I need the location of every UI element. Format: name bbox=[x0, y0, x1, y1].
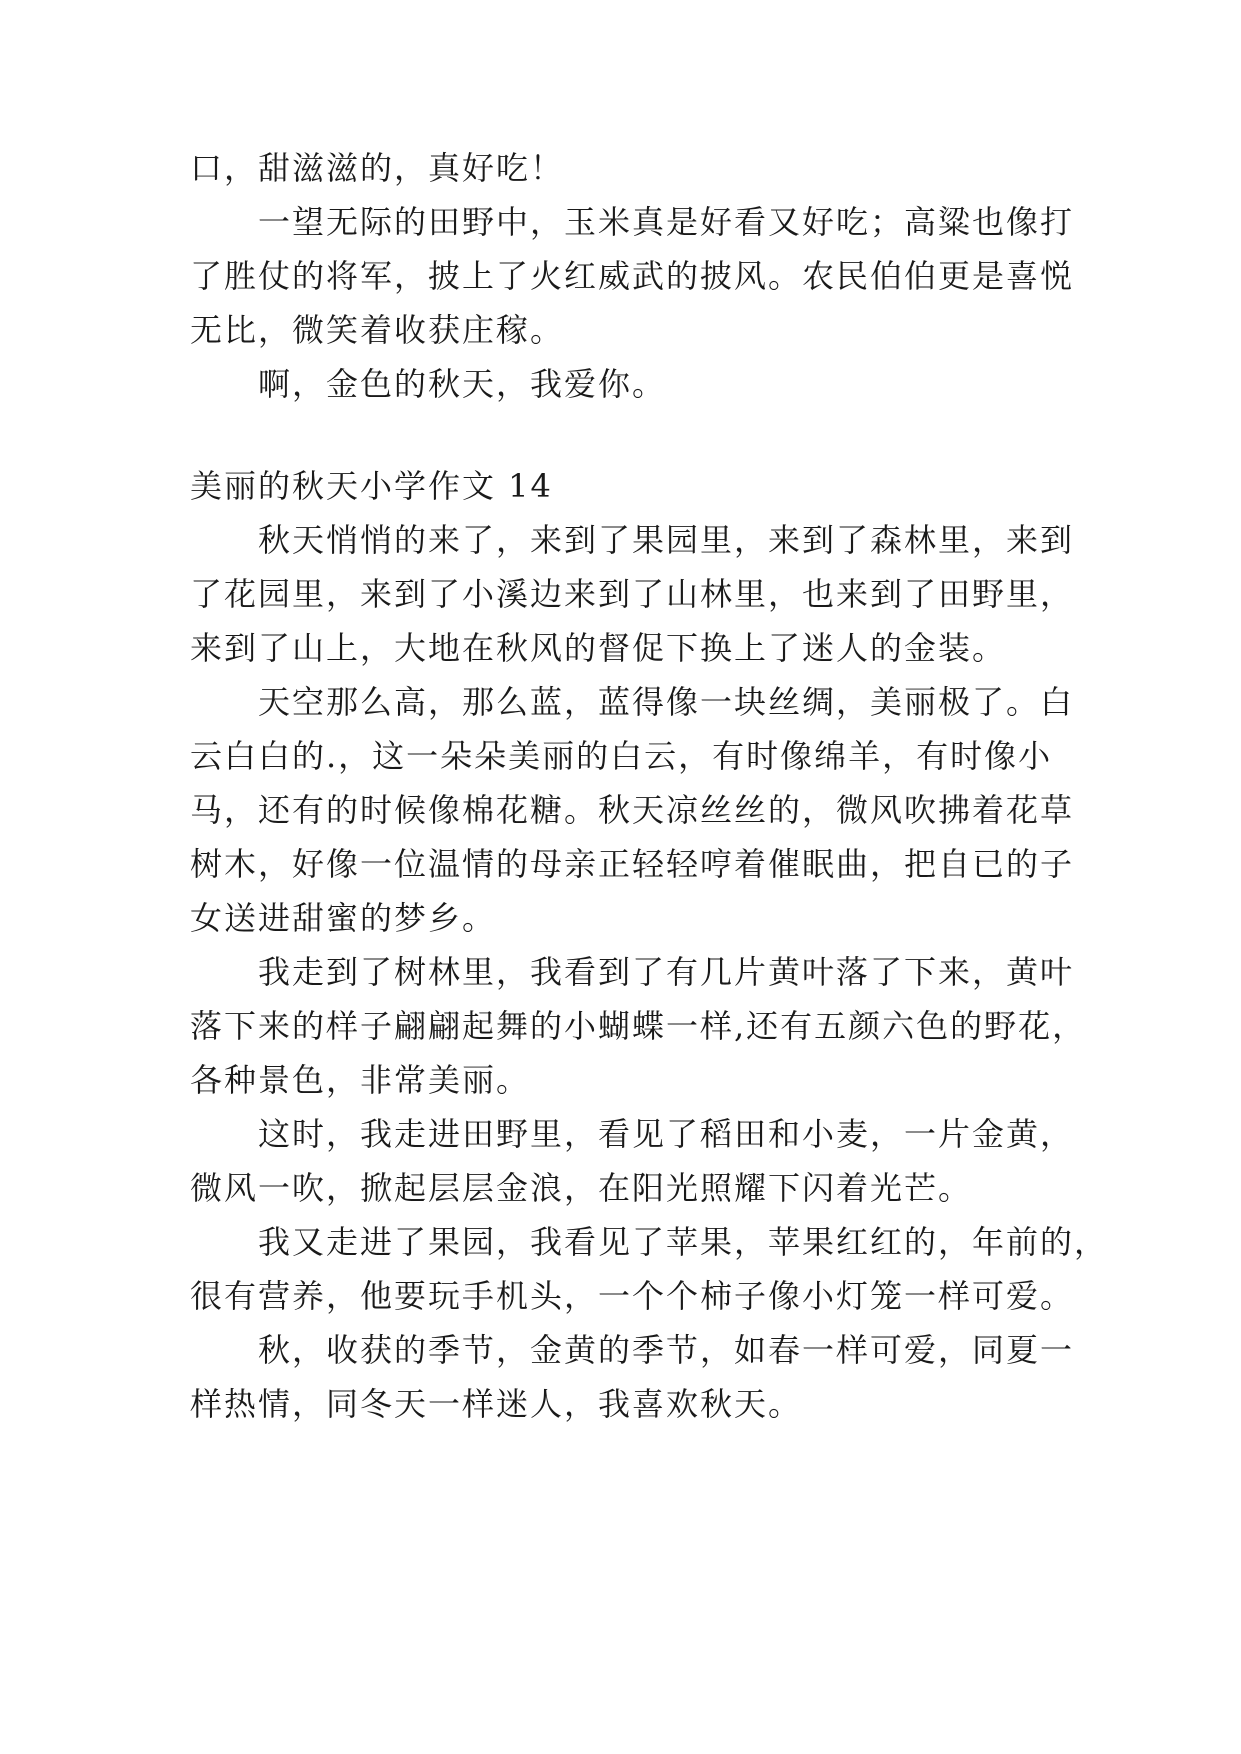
text-line: 各种景色，非常美丽。 bbox=[190, 1061, 531, 1099]
text-line: 树木，好像一位温情的母亲正轻轻哼着催眠曲，把自已的子 bbox=[190, 845, 1075, 883]
text-line: 样热情，同冬天一样迷人，我喜欢秋天。 bbox=[190, 1385, 803, 1423]
text-line: 来到了山上，大地在秋风的督促下换上了迷人的金装。 bbox=[190, 629, 1007, 667]
text-line: 无比，微笑着收获庄稼。 bbox=[190, 311, 565, 349]
text-line: 落下来的样子翩翩起舞的小蝴蝶一样,还有五颜六色的野花， bbox=[190, 1007, 1087, 1045]
text-line: 一望无际的田野中，玉米真是好看又好吃；高粱也像打 bbox=[258, 203, 1075, 241]
text-line: 很有营养，他要玩手机头，一个个柿子像小灯笼一样可爱。 bbox=[190, 1277, 1075, 1315]
text-line: 了胜仗的将军，披上了火红威武的披风。农民伯伯更是喜悦 bbox=[190, 257, 1075, 295]
text-line: 秋天悄悄的来了，来到了果园里，来到了森林里，来到 bbox=[258, 521, 1075, 559]
text-line: 我又走进了果园，我看见了苹果，苹果红红的，年前的， bbox=[258, 1223, 1109, 1261]
text-line: 天空那么高，那么蓝，蓝得像一块丝绸，美丽极了。白 bbox=[258, 683, 1075, 721]
text-line: 我走到了树林里，我看到了有几片黄叶落了下来，黄叶 bbox=[258, 953, 1075, 991]
text-line: 女送进甜蜜的梦乡。 bbox=[190, 899, 497, 937]
text-line: 这时，我走进田野里，看见了稻田和小麦，一片金黄， bbox=[258, 1115, 1075, 1153]
text-line: 了花园里，来到了小溪边来到了山林里，也来到了田野里， bbox=[190, 575, 1075, 613]
text-line: 啊，金色的秋天，我爱你。 bbox=[258, 365, 667, 403]
text-line: 秋，收获的季节，金黄的季节，如春一样可爱，同夏一 bbox=[258, 1331, 1075, 1369]
text-line: 马，还有的时候像棉花糖。秋天凉丝丝的，微风吹拂着花草 bbox=[190, 791, 1075, 829]
text-line: 云白白的.，这一朵朵美丽的白云，有时像绵羊，有时像小 bbox=[190, 737, 1053, 775]
text-line: 微风一吹，掀起层层金浪，在阳光照耀下闪着光芒。 bbox=[190, 1169, 973, 1207]
article-title: 美丽的秋天小学作文 14 bbox=[190, 467, 553, 505]
text-line: 口，甜滋滋的，真好吃！ bbox=[190, 149, 565, 187]
